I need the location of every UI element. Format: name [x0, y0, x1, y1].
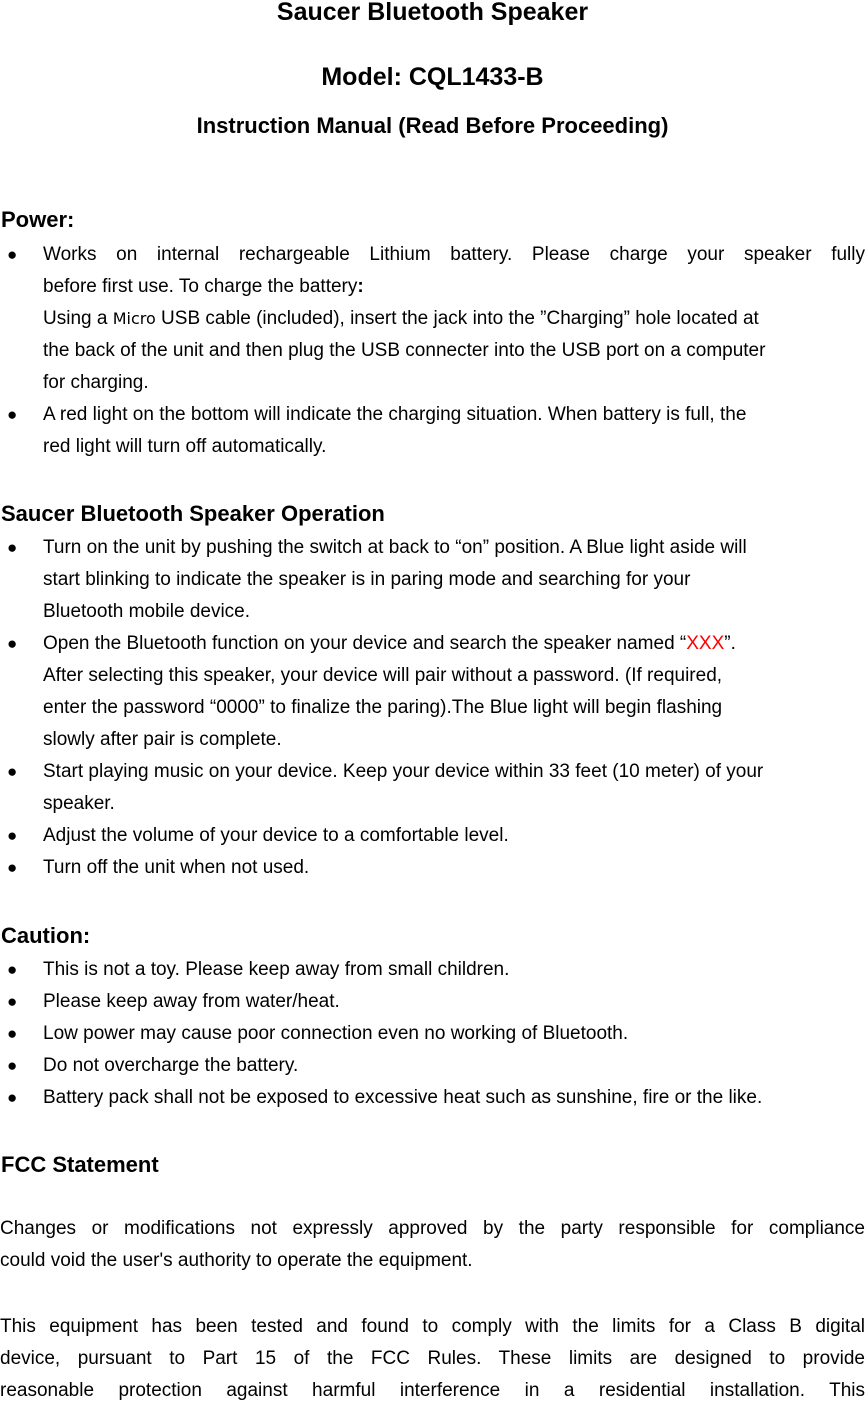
item-text: before first use. To charge the battery: [43, 276, 364, 297]
item-text: Battery pack shall not be exposed to excessive heat such as sunshine, fire or the like. [43, 1087, 763, 1108]
item-text: This is not a toy. Please keep away from small children. [43, 959, 510, 980]
item-text: Works on internal rechargeable Lithium battery. Please charge your speaker fully [43, 244, 865, 265]
list-item [0, 239, 865, 399]
item-text: the back of the unit and then plug the USB connecter into the USB port on a computer [43, 340, 766, 361]
caution-list [0, 954, 865, 1114]
bullet-icon: ● [7, 538, 18, 557]
operation-list [0, 532, 865, 884]
fcc-paragraph-2: This equipment has been tested and found to comply with the limits for a Class B digital device, pursuant to Part 15 of the FCC Rules. These limits are designed to provide reasonable protection against harmful interference in a residential installation. This [0, 1316, 865, 1401]
item-text: start blinking to indicate the speaker is in paring mode and searching for your [43, 569, 691, 590]
item-text: for charging. [43, 372, 149, 393]
bullet-icon: ● [7, 1056, 18, 1075]
item-text: red light will turn off automatically. [43, 436, 327, 457]
list-item [0, 628, 865, 756]
item-text: Turn off the unit when not used. [43, 857, 310, 878]
list-item [0, 986, 865, 1018]
item-text: slowly after pair is complete. [43, 729, 282, 750]
item-text: Low power may cause poor connection even no working of Bluetooth. [43, 1023, 629, 1044]
list-item [0, 756, 865, 820]
item-text: Adjust the volume of your device to a comfortable level. [43, 825, 509, 846]
item-text: Start playing music on your device. Keep your device within 33 feet (10 meter) of your [43, 761, 764, 782]
bullet-icon: ● [7, 858, 18, 877]
speaker-name: XXX [686, 633, 725, 654]
fcc-heading: FCC Statement [1, 1152, 159, 1177]
item-text: Using a Micro USB cable (included), insert the jack into the ”Charging” hole located at [43, 308, 759, 329]
bullet-icon: ● [7, 405, 18, 424]
item-text: enter the password “0000” to finalize the paring).The Blue light will begin flashing [43, 697, 723, 718]
list-item [0, 820, 865, 852]
item-text: Do not overcharge the battery. [43, 1055, 299, 1076]
bullet-icon: ● [7, 634, 18, 653]
bullet-icon: ● [7, 245, 18, 264]
power-heading: Power: [1, 207, 75, 232]
bullet-icon: ● [7, 826, 18, 845]
fcc-paragraph-1: Changes or modifications not expressly approved by the party responsible for compliance could void the user's authority to operate the equipment. [0, 1218, 865, 1271]
bullet-icon: ● [7, 992, 18, 1011]
list-item [0, 1050, 865, 1082]
model-number: Model: CQL1433-B [321, 63, 544, 91]
list-item [0, 1018, 865, 1050]
item-text: After selecting this speaker, your device will pair without a password. (If required, [43, 665, 723, 686]
manual-subtitle: Instruction Manual (Read Before Proceeding) [196, 113, 669, 138]
bullet-icon: ● [7, 762, 18, 781]
list-item [0, 1082, 865, 1114]
bullet-icon: ● [7, 1024, 18, 1043]
item-text: A red light on the bottom will indicate the charging situation. When battery is full, the [43, 404, 747, 425]
item-text: Please keep away from water/heat. [43, 991, 340, 1012]
page-title: Saucer Bluetooth Speaker [276, 0, 589, 26]
item-text: Bluetooth mobile device. [43, 601, 251, 622]
caution-heading: Caution: [1, 923, 91, 948]
item-text: Turn on the unit by pushing the switch at back to “on” position. A Blue light aside will [43, 537, 747, 558]
bullet-icon: ● [7, 960, 18, 979]
list-item [0, 852, 865, 884]
list-item [0, 532, 865, 628]
operation-heading: Saucer Bluetooth Speaker Operation [1, 501, 385, 526]
bullet-icon: ● [7, 1088, 18, 1107]
power-list [0, 239, 865, 463]
list-item [0, 954, 865, 986]
item-text: speaker. [43, 793, 115, 814]
item-text: Open the Bluetooth function on your device and search the speaker named “XXX”. [43, 633, 736, 654]
list-item [0, 399, 865, 463]
